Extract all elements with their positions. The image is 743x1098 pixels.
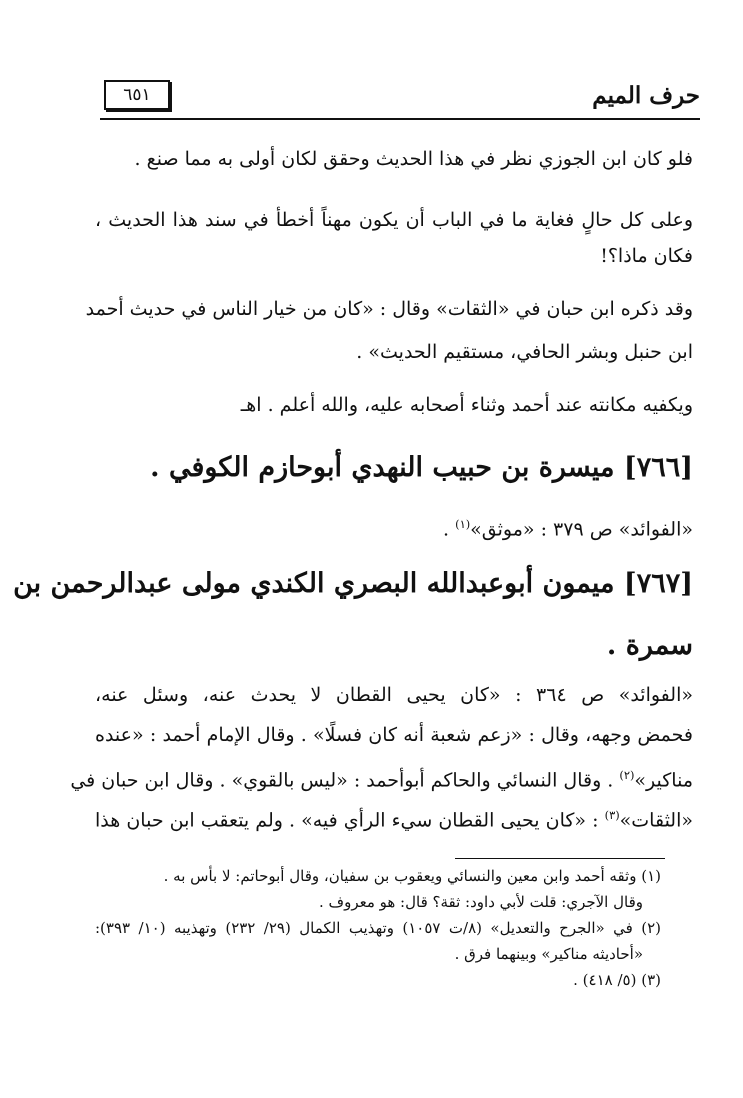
footnote-ref-2: (٢): [619, 768, 635, 782]
entry-766-heading: [٧٦٦] ميسرة بن حبيب النهدي أبوحازم الكوفي .: [150, 452, 693, 483]
footnote-1-line-2: وقال الآجري: قلت لأبي داود: ثقة؟ قال: هو معروف .: [318, 893, 643, 911]
footnote-3: (٣) (٥/ ٤١٨) .: [573, 971, 661, 989]
body-line-3: فكان ماذا؟!: [600, 245, 693, 267]
entry-767-line-3a: مناكير»: [634, 769, 693, 792]
footnote-separator: [455, 858, 665, 859]
entry-767-line-4b: : «كان يحيى القطان سيء الرأي فيه» . ولم يتعقب ابن حبان هذا: [95, 809, 605, 832]
body-line-1: فلو كان ابن الجوزي نظر في هذا الحديث وحقق لكان أولى به مما صنع .: [134, 148, 693, 170]
footnote-2-line-2: «أحاديثه مناكير» وبينهما فرق .: [454, 945, 643, 963]
header-rule: [100, 118, 700, 120]
entry-767-line-2: فحمض وجهه، وقال : «زعم شعبة أنه كان فسلًا» . وقال الإمام أحمد : «عنده: [95, 724, 693, 746]
entry-766-text: «الفوائد» ص ٣٧٩ : «موثق»: [470, 518, 693, 541]
entry-767-line-4a: «الثقات»: [619, 809, 693, 832]
footnote-2-line-1: (٢) في «الجرح والتعديل» (٨/ت ١٠٥٧) وتهذيب الكمال (٢٩/ ٢٣٢) وتهذيبه (١٠/ ٣٩٣):: [95, 919, 661, 937]
body-line-5: ابن حنبل وبشر الحافي، مستقيم الحديث» .: [356, 341, 693, 363]
footnote-1-line-1: (١) وثقه أحمد وابن معين والنسائي ويعقوب بن سفيان، وقال أبوحاتم: لا بأس به .: [163, 867, 661, 885]
entry-767-heading-2: سمرة .: [606, 630, 693, 661]
body-line-4: وقد ذكره ابن حبان في «الثقات» وقال : «كان من خيار الناس في حديث أحمد: [85, 298, 693, 320]
body-line-2: وعلى كل حالٍ فغاية ما في الباب أن يكون مهناً أخطأ في سند هذا الحديث ،: [95, 209, 693, 231]
footnote-ref-3: (٣): [604, 808, 620, 822]
body-line-6: ويكفيه مكانته عند أحمد وثناء أصحابه عليه، والله أعلم . اهـ: [240, 394, 693, 416]
entry-766-end: .: [443, 518, 456, 541]
entry-767-line-4: [95, 802, 693, 833]
page-header: [100, 78, 700, 122]
entry-767-heading-1: [٧٦٧] ميمون أبوعبدالله البصري الكندي مولى عبدالرحمن بن: [13, 568, 693, 599]
footnote-ref-1: (١): [455, 517, 471, 531]
entry-766-line: [443, 511, 693, 542]
entry-767-line-3b: . وقال النسائي والحاكم أبوأحمد : «ليس بالقوي» . وقال ابن حبان في: [70, 769, 620, 792]
chapter-title: حرف الميم: [592, 82, 700, 109]
entry-767-line-3: [70, 762, 693, 793]
entry-767-line-1: «الفوائد» ص ٣٦٤ : «كان يحيى القطان لا يحدث عنه، وسئل عنه،: [95, 684, 693, 706]
page-number: ٦٥١: [104, 80, 170, 110]
